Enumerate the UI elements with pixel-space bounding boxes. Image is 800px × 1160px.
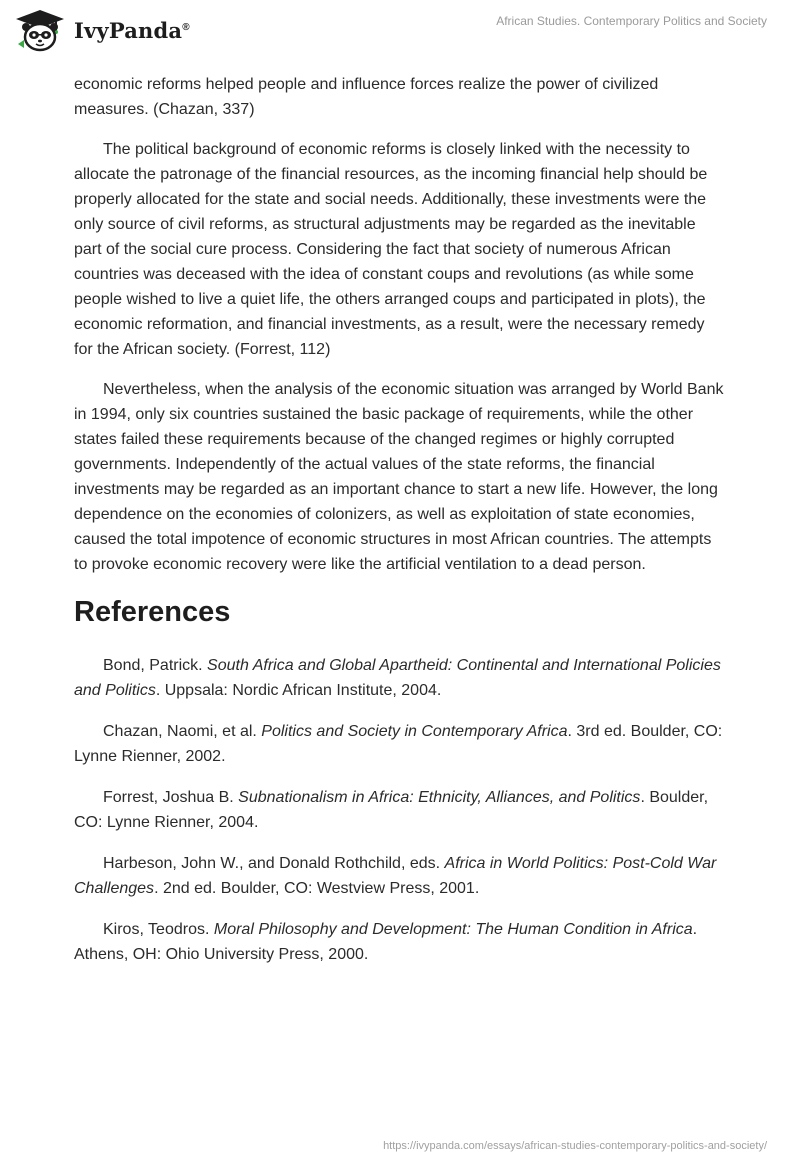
essay-content: [74, 72, 724, 983]
reference-item: Kiros, Teodros. Moral Philosophy and Development: The Human Condition in Africa. Athens, OH: Ohio University Press, 2000.: [74, 921, 698, 963]
body-paragraph: economic reforms helped people and influence forces realize the power of civilized measures. (Chazan, 337): [74, 76, 659, 118]
references-heading: References: [74, 596, 231, 628]
body-paragraph: Nevertheless, when the analysis of the economic situation was arranged by World Bank in 1994, only six countries sustained the basic package of requirements, while the other states failed these requirements because of the changed regimes or highly corrupted governments. Independently of the actual values of the state reforms, the financial investments may be regarded as an important chance to start a new life. However, the long dependence on the economies of colonizers, as well as exploitation of state economies, caused the total impotence of economic structures in most African countries. The attempts to provoke economic recovery were like the artificial ventilation to a dead person.: [74, 381, 724, 573]
brand-name: IvyPanda®: [74, 17, 190, 43]
page-header: [0, 0, 800, 60]
panda-graduate-icon: [14, 8, 66, 52]
reference-item: Chazan, Naomi, et al. Politics and Society in Contemporary Africa. 3rd ed. Boulder, CO: Lynne Rienner, 2002.: [74, 723, 723, 765]
reference-item: Bond, Patrick. South Africa and Global Apartheid: Continental and International Policies and Politics. Uppsala: Nordic African Institute, 2004.: [74, 657, 721, 699]
ivypanda-logo[interactable]: [14, 8, 190, 52]
body-paragraph: The political background of economic reforms is closely linked with the necessity to allocate the patronage of the financial resources, as the incoming financial help should be properly allocated for the state and social needs. Additionally, these investments were the only source of civil reforms, as structural adjustments may be regarded as the inevitable part of the social cure process. Considering the fact that society of numerous African countries was deceased with the idea of constant coups and revolutions (as while some people wished to live a quiet life, the others arranged coups and participated in plots), the economic reformation, and financial investments, as a result, were the necessary remedy for the African society. (Forrest, 112): [74, 141, 708, 358]
document-title: African Studies. Contemporary Politics and Society: [496, 14, 767, 28]
reference-item: Harbeson, John W., and Donald Rothchild, eds. Africa in World Politics: Post-Cold War Challenges. 2nd ed. Boulder, CO: Westview Press, 2001.: [74, 855, 717, 897]
source-url-link[interactable]: https://ivypanda.com/essays/african-studies-contemporary-politics-and-society/: [383, 1140, 767, 1152]
reference-item: Forrest, Joshua B. Subnationalism in Africa: Ethnicity, Alliances, and Politics. Boulder, CO: Lynne Rienner, 2004.: [74, 789, 709, 831]
